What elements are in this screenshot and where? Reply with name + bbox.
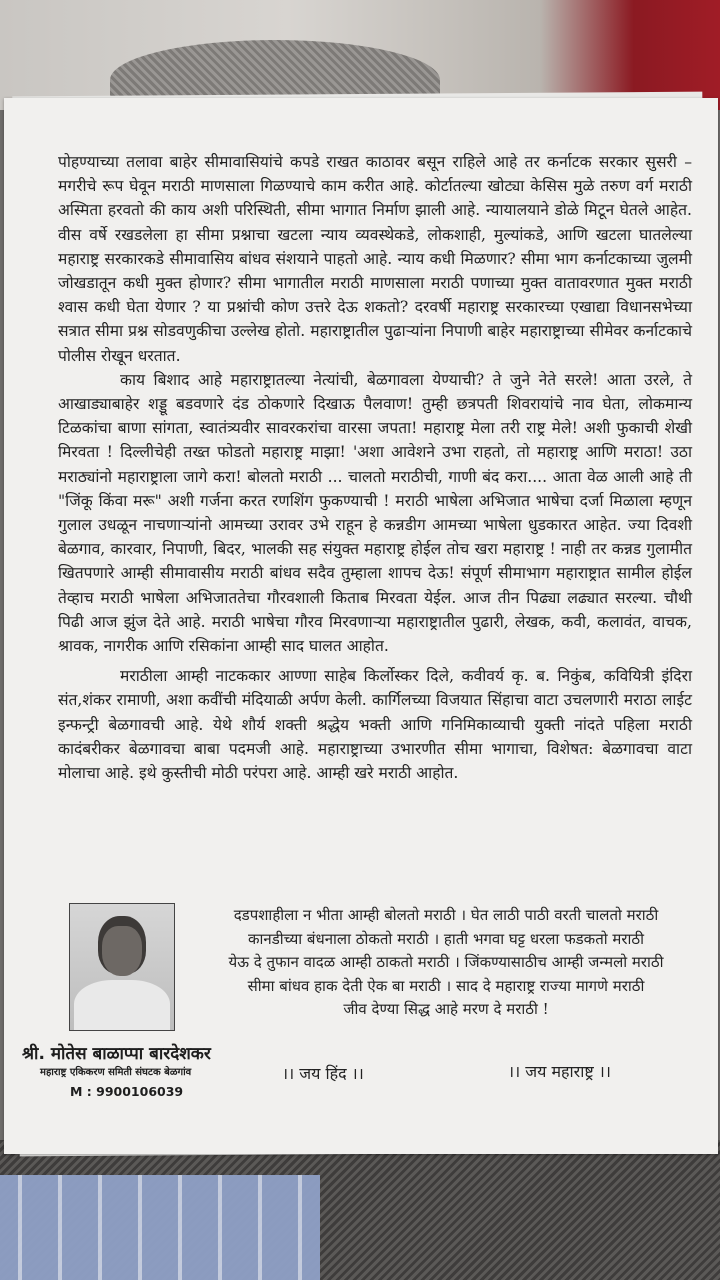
background-fabric — [0, 1175, 320, 1280]
article-body — [58, 150, 692, 785]
poem-line: सीमा बांधव हाक देती ऐक बा मराठी । साद दे महाराष्ट्र राज्या मागणे मराठी — [247, 976, 645, 995]
poem-block — [196, 904, 696, 1022]
paragraph-2: काय बिशाद आहे महाराष्ट्रातल्या नेत्यांची, बेळगावला येण्याची? ते जुने नेते सरले! आता उरले, ते आखाड्याबाहेर शड्डू बडवणारे दंड ठोकणारे दिखाऊ पैलवाण! तुम्ही छत्रपती शिवरायांचे नाव घेता, लोकमान्य टिळकांचा बाणा सांगता, स्वातंत्र्यवीर सावरकरांचा वारसा जपता! महाराष्ट्र मेला तरी राष्ट्र मेले! अशी फुकाची शेखी मिरवता ! दिल्लीचेही तख्त फोडतो महाराष्ट्र माझा! 'अशा आवेशने उभा राहतो, तो महाराष्ट्र आणि मराठा! उठा मराठ्यांनो महाराष्ट्राला जागे करा! बोलतो मराठी ... चालतो मराठीची, गाणी बंद करा.... आता वेळ आली आहे ती "जिंकू किंवा मरू" अशी गर्जना करत रणशिंग फुकण्याची ! मराठी भाषेला अभिजात भाषेचा दर्जा मिळाला म्हणून गुलाल उधळून नाचणाऱ्यांनो आमच्या उरावर उभे राहून हे कन्नडीग आमच्या भाषेला धुडकारत आहेत. ज्या दिवशी बेळगाव, कारवार, निपाणी, बिदर, भालकी सह संयुक्त महाराष्ट्र होईल तोच खरा महाराष्ट्र ! नाही तर कन्नड गुलामीत खितपणारे आम्ही सीमावासीय मराठी बांधव सदैव तुम्हाला शापच देऊ! संपूर्ण सीमाभाग महाराष्ट्रात सामील होईल तेव्हाच मराठी भाषेला अभिजाततेचा गौरवशाली किताब मिरवता येईल. आज तीन पिढ्या लढ्यात सरल्या. चौथी पिढी आज झुंज देते आहे. मराठी भाषेचा गौरव मिरवणाऱ्या महाराष्ट्रातील पुढारी, लेखक, कवी, कलावंत, वाचक, श्रावक, नागरीक आणि रसिकांना आम्ही साद घालत आहोत. — [58, 370, 692, 656]
poem-line: येऊ दे तुफान वादळ आम्ही ठाकतो मराठी । जिंकण्यासाठीच आम्ही जन्मलो मराठी — [228, 953, 664, 972]
poem-line: जीव देण्या सिद्ध आहे मरण दे मराठी ! — [343, 1000, 549, 1019]
poem-line: दडपशाहीला न भीता आम्ही बोलतो मराठी । घेत लाठी पाठी वरती चालतो मराठी — [233, 906, 659, 924]
author-name: श्री. मोतेस बाळाप्पा बारदेशकर — [22, 1044, 211, 1064]
author-title: महाराष्ट्र एकिकरण समिती संघटक बेळगांव — [40, 1067, 192, 1078]
poem-line: कानडीच्या बंधनाला ठोकतो मराठी । हाती भगवा घट्ट धरला फडकतो मराठी — [248, 929, 644, 948]
paragraph-3: मराठीला आम्ही नाटककार आण्णा साहेब किर्लोस्कर दिले, कवीवर्य कृ. ब. निकुंब, कवियित्री इंदिरा संत,शंकर रामाणी, अशा कवींची मंदियाळी अर्पण केली. कार्गिलच्या विजयात सिंहाचा वाटा उचलणारी मराठा लाईट इन्फन्ट्री बेळगावची आहे. येथे शौर्य शक्ती श्रद्धेय भक्ती आणि गनिमिकाव्याची युक्ती नांदते पहिला मराठी कादंबरीकर बेळगावचा बाबा पदमजी आहे. महाराष्ट्राच्या उभारणीत सीमा भागाचा, विशेषत: बेळगावचा वाटा मोलाचा आहे. इथे कुस्तीची मोठी परंपरा आहे. आम्ही खरे मराठी आहोत. — [58, 667, 692, 783]
author-phone: M : 9900106039 — [70, 1084, 184, 1099]
paragraph-1: पोहण्याच्या तलावा बाहेर सीमावासियांचे कपडे राखत काठावर बसून राहिले आहे तर कर्नाटक सरकार सुसरी –मगरीचे रूप घेवून मराठी माणसाला गिळण्याचे काम करीत आहे. कोर्टातल्या खोट्या केसिस मुळे तरुण वर्ग मराठी अस्मिता हरवतो की काय अशी परिस्थिती, सीमा भागात निर्माण झाली आहे. न्यायालयाने डोळे मिटून घेतले आहेत. वीस वर्षे रखडलेला हा सीमा प्रश्नाचा खटला न्याय व्यवस्थेकडे, लोकशाही, मुल्यांकडे, आणि खटला घातलेल्या महाराष्ट्र सरकारकडे सीमावासिय बांधव संशयाने पाहतो आहे. न्याय कधी मिळणार? सीमा भाग कर्नाटकाच्या जुलमी जोखडातून कधी मुक्त होणार? सीमा भागातील मराठी माणसाला मराठी पणाच्या मुक्त वातावरणात मुक्त मराठी श्वास कधी घेता येणार ? या प्रश्नांची कोण उत्तरे देऊ शकतो? दरवर्षी महाराष्ट्र सरकारच्या एखाद्या विधानसभेच्या सत्रात सीमा प्रश्न सोडवणुकीचा उल्लेख होतो. महाराष्ट्रातील पुढाऱ्यांना निपाणी बाहेर महाराष्ट्राच्या सीमेवर कर्नाटकाचे पोलीस रोखून धरतात. — [58, 153, 692, 365]
photo-face — [102, 926, 142, 976]
author-photo — [69, 903, 175, 1031]
slogan-jai-hind: ।। जय हिंद ।। — [282, 1064, 364, 1083]
slogan-jai-maharashtra: ।। जय महाराष्ट्र ।। — [508, 1062, 611, 1081]
photo-shirt — [74, 980, 170, 1031]
